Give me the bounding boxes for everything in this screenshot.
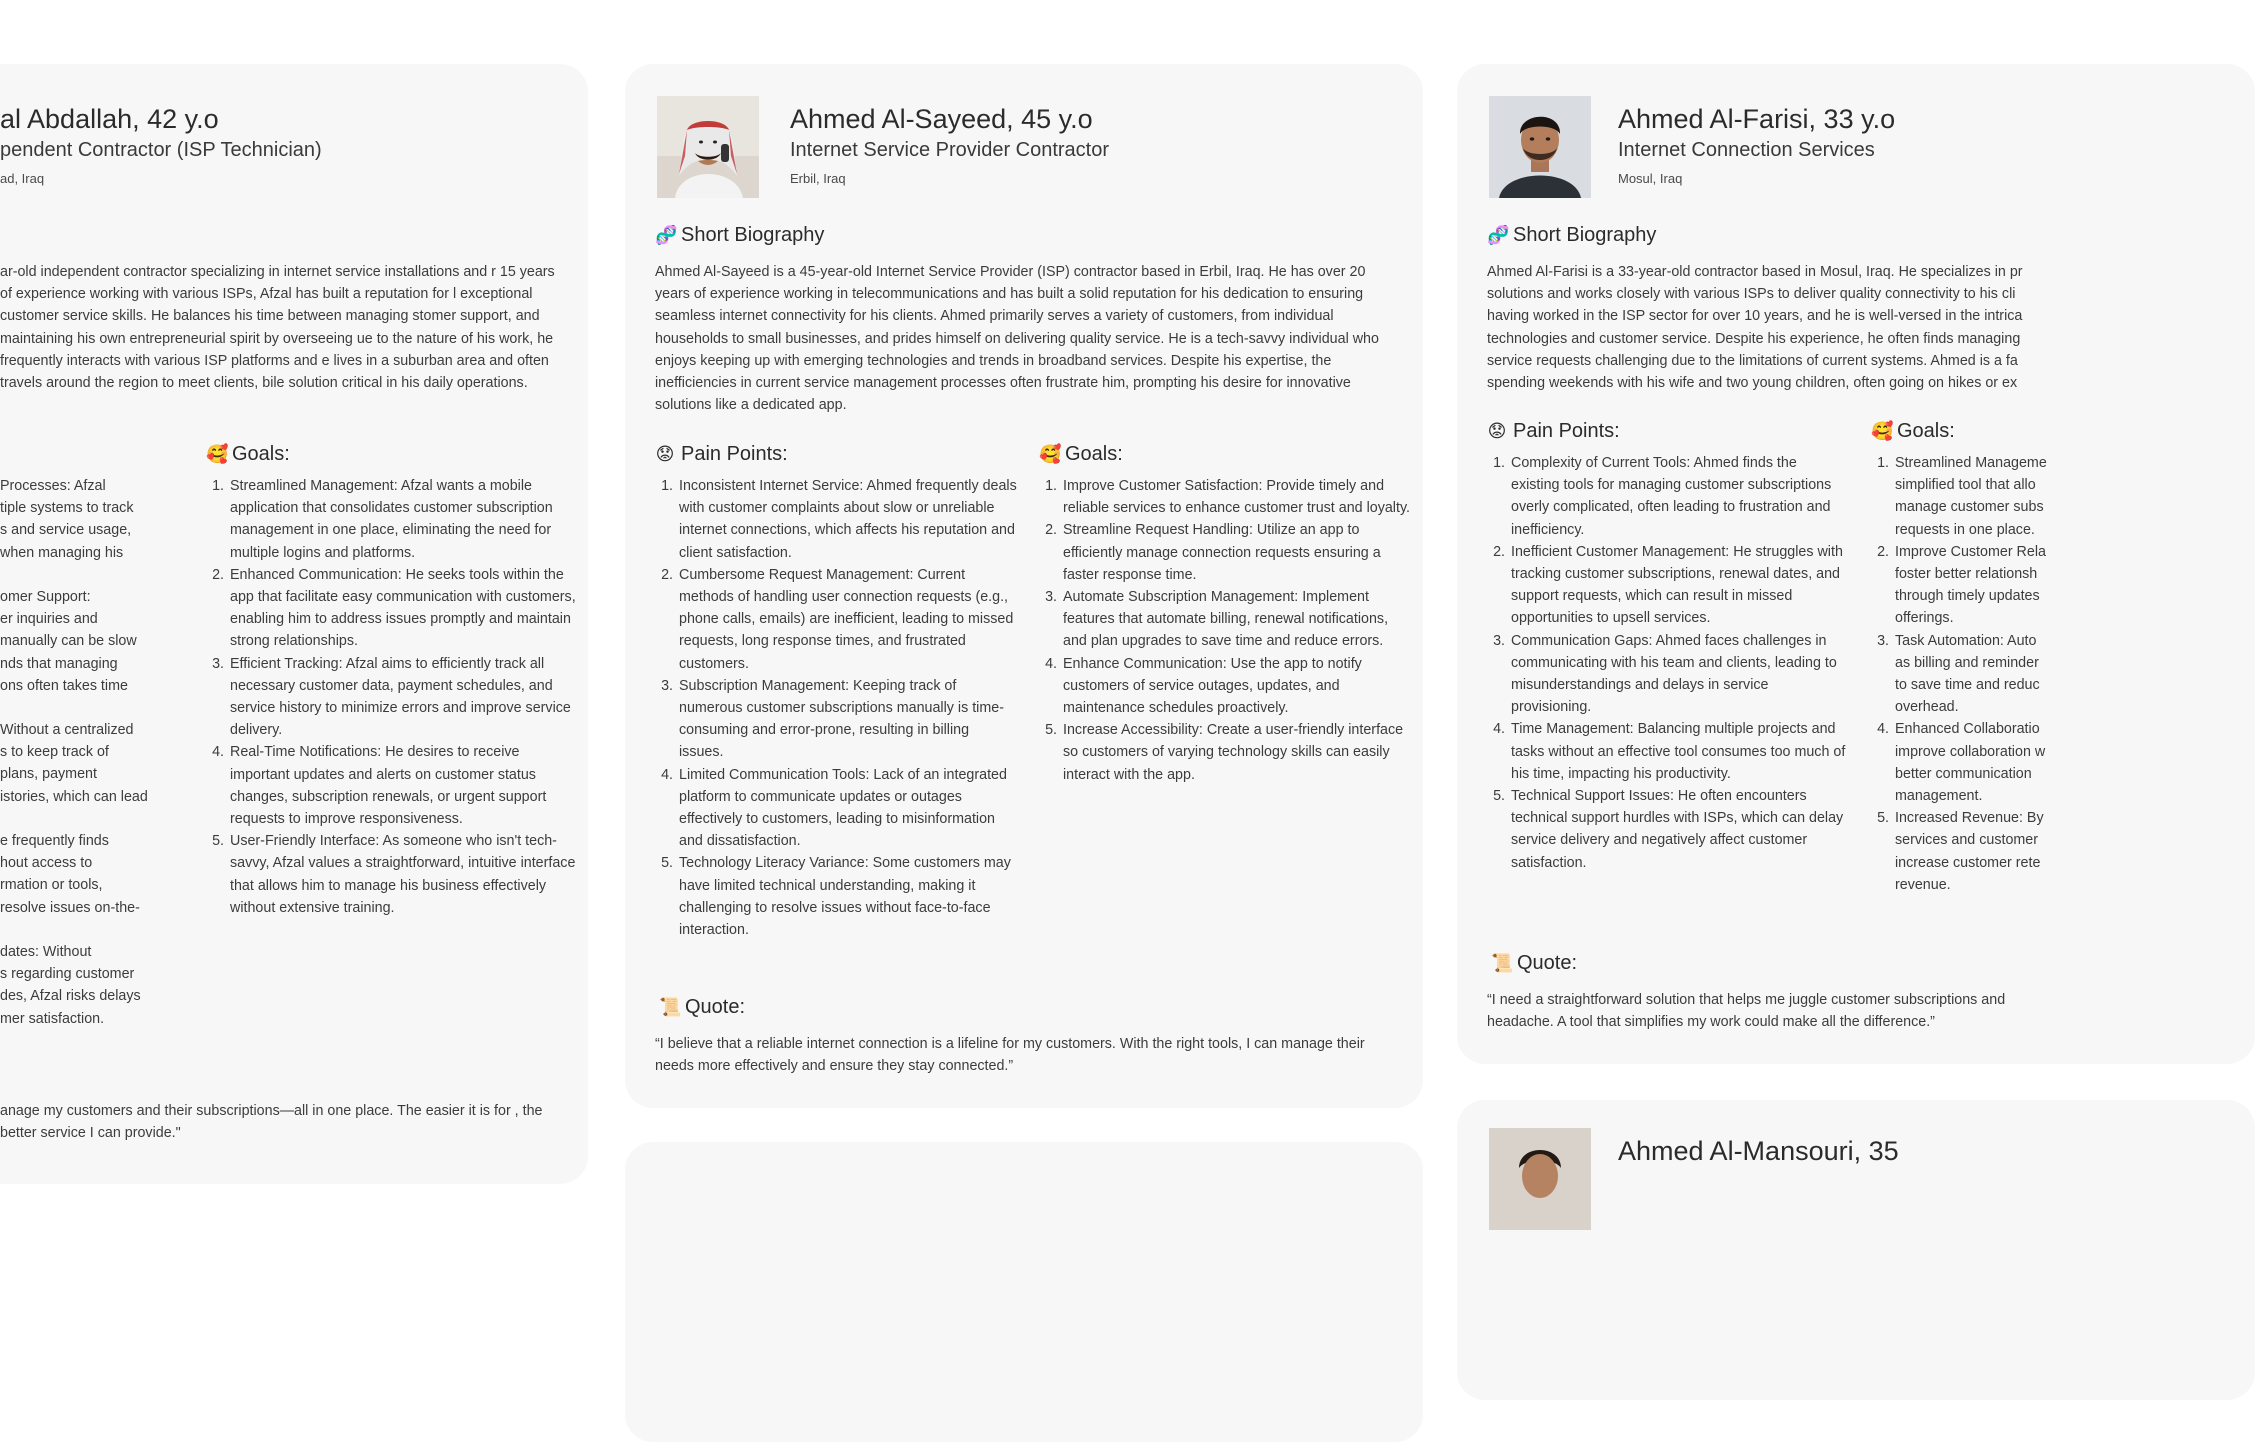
biography-heading: 🧬 Short Biography bbox=[1487, 224, 1657, 246]
pain-fragment: when managing his bbox=[0, 544, 124, 561]
list-item: 2. Enhanced Communication: He seeks tools within the app that facilitate easy communication with customers, enabling him to address issues promptly and maintain strong relationships. bbox=[228, 564, 578, 653]
list-item: 4. Limited Communication Tools: Lack of an integrated platform to communicate updates or outages effectively to customers, leading to misinformation and dissatisfaction. bbox=[677, 764, 1017, 853]
pain-fragment: mer satisfaction. bbox=[0, 1010, 105, 1027]
quote-heading: 📜 Quote: bbox=[659, 996, 746, 1018]
persona-biography: Ahmed Al-Sayeed is a 45-year-old Internet Service Provider (ISP) contractor based in Erbil, Iraq. He has over 20 years of experience working in telecommunications and has built a solid reputation for his dedication to ensuring seamless internet connectivity for his clients. Ahmed primarily serves a variety of customers, from individual households to small businesses, and prides himself on delivering quality service. He is a tech-savvy individual who enjoys keeping up with emerging technologies and trends in broadband services. Despite his expertise, the inefficiencies in current service management processes often frustrate him, prompting his desire for innovative solutions like a dedicated app. bbox=[655, 264, 1379, 414]
list-item: 3. Automate Subscription Management: Implement features that automate billing, renewal notifications, and plan upgrades to save time and reduce errors. bbox=[1061, 586, 1411, 653]
avatar bbox=[1489, 96, 1591, 198]
list-item: 2. Inefficient Customer Management: He struggles with tracking customer subscriptions, renewal dates, and support requests, which can result in missed opportunities to upsell services. bbox=[1509, 541, 1849, 630]
scroll-icon: 📜 bbox=[659, 997, 682, 1017]
dna-icon: 🧬 bbox=[655, 225, 678, 245]
pain-points-list bbox=[0, 475, 160, 1030]
persona-name: al Abdallah, 42 y.o bbox=[0, 104, 219, 134]
persona-quote: “I believe that a reliable internet connection is a lifeline for my customers. With the right tools, I can manage their needs more effectively and ensure they stay connected.” bbox=[655, 1036, 1365, 1075]
list-item: 3. Subscription Management: Keeping track of numerous customer subscriptions manually is time-consuming and error-prone, resulting in billing issues. bbox=[677, 675, 1017, 764]
list-item: 3. Efficient Tracking: Afzal aims to efficiently track all necessary customer data, payment schedules, and service history to minimize errors and improve service delivery. bbox=[228, 653, 578, 742]
list-item: 1. Streamlined Management: Afzal wants a mobile application that consolidates customer subscription management in one place, eliminating the need for multiple logins and platforms. bbox=[228, 475, 578, 564]
pain-points-list bbox=[655, 475, 1017, 941]
pain-points-heading: 😟 Pain Points: bbox=[655, 443, 788, 465]
goals-list bbox=[1871, 452, 2053, 896]
goals-list bbox=[206, 475, 578, 919]
pain-points-list bbox=[1487, 452, 1849, 874]
goals-heading: 🥰 Goals: bbox=[1039, 443, 1123, 465]
pain-points-heading: 😟 Pain Points: bbox=[1487, 420, 1620, 442]
avatar-photo bbox=[657, 96, 759, 198]
pain-fragment: e frequently finds bbox=[0, 833, 109, 849]
pain-fragment: s and service usage, bbox=[0, 522, 132, 539]
pain-fragment: istories, which can lead bbox=[0, 788, 148, 805]
list-item: 3. Communication Gaps: Ahmed faces challenges in communicating with his team and clients, leading to misunderstandings and delays in service provisioning. bbox=[1509, 630, 1849, 719]
persona-name: Ahmed Al-Farisi, 33 y.o bbox=[1618, 104, 1896, 134]
pain-fragment: hout access to bbox=[0, 855, 93, 872]
goals-list bbox=[1039, 475, 1411, 786]
persona-card-ahmed-al-sayeed[interactable] bbox=[625, 64, 1423, 1108]
pain-fragment bbox=[0, 564, 160, 586]
pain-fragment: ons often takes time bbox=[0, 677, 128, 694]
persona-name: Ahmed Al-Mansouri, 35 bbox=[1618, 1136, 1899, 1166]
goals-heading: 🥰 Goals: bbox=[1871, 420, 1955, 442]
pain-fragment: resolve issues on-the- bbox=[0, 899, 140, 916]
pain-fragment: plans, payment bbox=[0, 766, 97, 783]
avatar bbox=[1489, 1128, 1591, 1230]
persona-biography: ar-old independent contractor specializing in internet service installations and r 15 years of experience working with various ISPs, Afzal has built a reputation for l exceptional customer service skills. He balances his time between managing stomer support, and maintaining his own entrepreneurial spirit by overseeing ue to the nature of his work, he frequently interacts with various ISP platforms and e lives in a suburban area and often travels around the region to meet clients, bile solution critical in his daily operations. bbox=[0, 264, 555, 392]
list-item: 2. Streamline Request Handling: Utilize an app to efficiently manage connection requests ensuring a faster response time. bbox=[1061, 519, 1411, 586]
persona-biography: Ahmed Al-Farisi is a 33-year-old contractor based in Mosul, Iraq. He specializes in pr solutions and works closely with various ISPs to deliver quality connectivity to his cli having worked in the ISP sector for over 10 years, and he is well-versed in the intrica technologies and customer service. Despite his experience, he often finds managing service requests challenging due to the limitations of current systems. Ahmed is a fa spending weekends with his wife and two young children, often going on hikes or ex bbox=[1487, 264, 2023, 392]
pain-fragment: Processes: Afzal bbox=[0, 478, 106, 494]
list-item: 1. Improve Customer Satisfaction: Provide timely and reliable services to enhance customer trust and loyalty. bbox=[1061, 475, 1411, 519]
goals-heading: 🥰 Goals: bbox=[206, 443, 290, 465]
scroll-icon: 📜 bbox=[1491, 953, 1514, 973]
pain-fragment: er inquiries and bbox=[0, 611, 98, 628]
pain-fragment: des, Afzal risks delays bbox=[0, 988, 141, 1005]
list-item: 4. Enhanced Collaboratio improve collaboration w better communication management. bbox=[1893, 718, 2053, 807]
persona-card-afzal[interactable] bbox=[0, 64, 588, 1184]
persona-card-next[interactable] bbox=[625, 1142, 1423, 1442]
quote-heading: 📜 Quote: bbox=[1491, 952, 1578, 974]
pain-fragment bbox=[0, 697, 160, 719]
list-item: 1. Complexity of Current Tools: Ahmed finds the existing tools for managing customer subscriptions overly complicated, often leading to frustration and inefficiency. bbox=[1509, 452, 1849, 541]
persona-quote: “I need a straightforward solution that helps me juggle customer subscriptions and headache. A tool that simplifies my work could make all the difference.” bbox=[1487, 992, 2006, 1031]
avatar-photo bbox=[1489, 1128, 1591, 1230]
pain-fragment: manually can be slow bbox=[0, 633, 137, 650]
list-item: 5. Increased Revenue: By services and customer increase customer rete revenue. bbox=[1893, 807, 2053, 896]
list-item: 5. Technical Support Issues: He often encounters technical support hurdles with ISPs, which can delay service delivery and negatively affect customer satisfaction. bbox=[1509, 785, 1849, 874]
worried-face-icon: 😟 bbox=[1487, 421, 1507, 441]
avatar-photo bbox=[1489, 96, 1591, 198]
pain-fragment: nds that managing bbox=[0, 655, 118, 672]
pain-fragment: Without a centralized bbox=[0, 722, 134, 739]
biography-heading: 🧬 Short Biography bbox=[655, 224, 825, 246]
persona-quote: anage my customers and their subscriptions—all in one place. The easier it is for , the better service I can provide." bbox=[0, 1103, 543, 1142]
smiling-hearts-face-icon: 🥰 bbox=[1039, 444, 1062, 464]
list-item: 1. Inconsistent Internet Service: Ahmed frequently deals with customer complaints about slow or unreliable internet connections, which affects his reputation and client satisfaction. bbox=[677, 475, 1017, 564]
pain-fragment: s to keep track of bbox=[0, 744, 109, 761]
avatar bbox=[657, 96, 759, 198]
list-item: 2. Cumbersome Request Management: Current methods of handling user connection requests (e.g., phone calls, emails) are inefficient, leading to missed requests, long response times, and frustrated customers. bbox=[677, 564, 1017, 675]
persona-location: Mosul, Iraq bbox=[1618, 171, 1683, 186]
dna-icon: 🧬 bbox=[1487, 225, 1510, 245]
list-item: 4. Enhance Communication: Use the app to notify customers of service outages, updates, and maintenance schedules proactively. bbox=[1061, 653, 1411, 720]
smiling-hearts-face-icon: 🥰 bbox=[1871, 421, 1894, 441]
persona-name: Ahmed Al-Sayeed, 45 y.o bbox=[790, 104, 1093, 134]
persona-location: ad, Iraq bbox=[0, 171, 45, 186]
persona-role: Internet Service Provider Contractor bbox=[790, 139, 1110, 161]
pain-fragment bbox=[0, 919, 160, 941]
list-item: 1. Streamlined Manageme simplified tool that allo manage customer subs requests in one place. bbox=[1893, 452, 2053, 541]
pain-fragment: tiple systems to track bbox=[0, 500, 134, 517]
list-item: 2. Improve Customer Rela foster better relationsh through timely updates offerings. bbox=[1893, 541, 2053, 630]
pain-fragment: s regarding customer bbox=[0, 966, 135, 983]
pain-fragment: rmation or tools, bbox=[0, 877, 103, 894]
persona-card-ahmed-al-mansouri[interactable] bbox=[1457, 1100, 2255, 1400]
list-item: 5. Technology Literacy Variance: Some customers may have limited technical understanding, making it challenging to resolve issues without face-to-face interaction. bbox=[677, 852, 1017, 941]
persona-card-ahmed-al-farisi[interactable] bbox=[1457, 64, 2255, 1064]
pain-fragment: omer Support: bbox=[0, 588, 91, 605]
worried-face-icon: 😟 bbox=[655, 444, 675, 464]
persona-location: Erbil, Iraq bbox=[790, 171, 846, 186]
persona-role: pendent Contractor (ISP Technician) bbox=[0, 139, 322, 161]
list-item: 5. User-Friendly Interface: As someone who isn't tech-savvy, Afzal values a straightforward, intuitive interface that allows him to manage his business effectively without extensive training. bbox=[228, 830, 578, 919]
persona-role: Internet Connection Services bbox=[1618, 139, 1875, 161]
list-item: 5. Increase Accessibility: Create a user-friendly interface so customers of varying technology skills can easily interact with the app. bbox=[1061, 719, 1411, 786]
pain-fragment bbox=[0, 808, 160, 830]
list-item: 4. Time Management: Balancing multiple projects and tasks without an effective tool consumes too much of his time, impacting his productivity. bbox=[1509, 718, 1849, 785]
list-item: 4. Real-Time Notifications: He desires to receive important updates and alerts on customer status changes, subscription renewals, or urgent support requests to improve responsiveness. bbox=[228, 741, 578, 830]
pain-fragment: dates: Without bbox=[0, 943, 92, 960]
smiling-hearts-face-icon: 🥰 bbox=[206, 444, 229, 464]
list-item: 3. Task Automation: Auto as billing and reminder to save time and reduc overhead. bbox=[1893, 630, 2053, 719]
